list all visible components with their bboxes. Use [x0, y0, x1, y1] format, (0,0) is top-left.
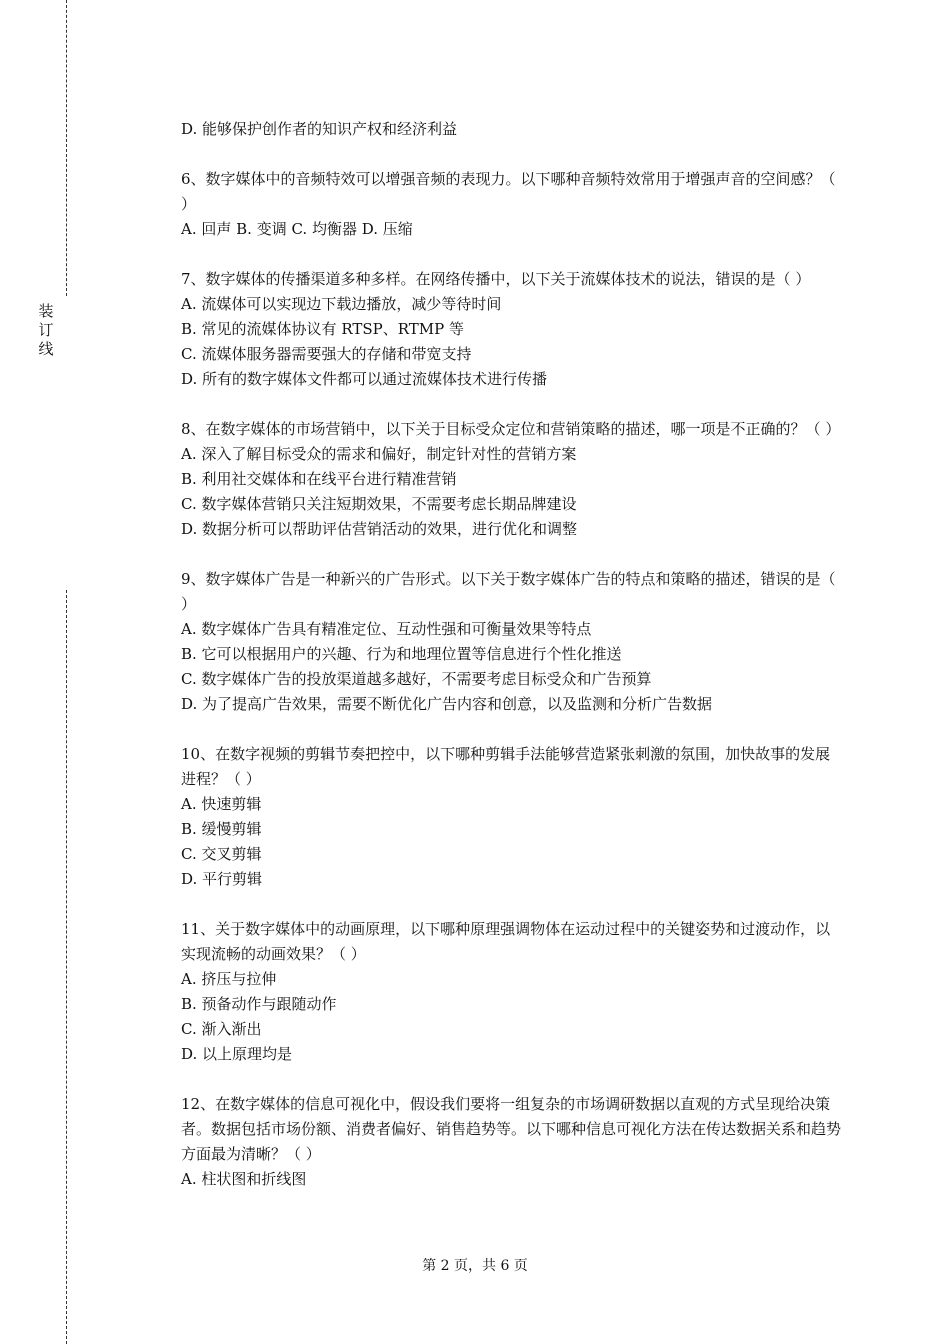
option-c: C. 渐入渐出: [181, 1020, 262, 1038]
option-d: D. 为了提高广告效果，需要不断优化广告内容和创意，以及监测和分析广告数据: [181, 695, 713, 713]
binding-label: [36, 302, 56, 359]
option-b: B. 常见的流媒体协议有 RTSP、RTMP 等: [181, 320, 464, 338]
question-stem: 8、在数字媒体的市场营销中，以下关于目标受众定位和营销策略的描述，哪一项是不正确的？（ ）: [181, 420, 841, 438]
carryover-option-d: D. 能够保护创作者的知识产权和经济利益: [181, 120, 458, 138]
option-a: A. 流媒体可以实现边下载边播放，减少等待时间: [181, 295, 502, 313]
option-a: A. 挤压与拉伸: [181, 970, 277, 988]
question-options-inline: A. 回声 B. 变调 C. 均衡器 D. 压缩: [181, 220, 413, 238]
question-8: [181, 417, 841, 542]
option-a: A. 快速剪辑: [181, 795, 262, 813]
option-b: B. 缓慢剪辑: [181, 820, 262, 838]
option-a: A. 深入了解目标受众的需求和偏好，制定针对性的营销方案: [181, 445, 577, 463]
option-d: D. 所有的数字媒体文件都可以通过流媒体技术进行传播: [181, 370, 548, 388]
question-10: [181, 742, 841, 892]
option-a: A. 数字媒体广告具有精准定位、互动性强和可衡量效果等特点: [181, 620, 592, 638]
question-stem: 6、数字媒体中的音频特效可以增强音频的表现力。以下哪种音频特效常用于增强声音的空间感？（ ）: [181, 170, 836, 213]
question-stem: 9、数字媒体广告是一种新兴的广告形式。以下关于数字媒体广告的特点和策略的描述，错误的是（ ）: [181, 570, 836, 613]
option-b: B. 它可以根据用户的兴趣、行为和地理位置等信息进行个性化推送: [181, 645, 622, 663]
question-6: [181, 167, 841, 242]
option-d: D. 平行剪辑: [181, 870, 263, 888]
exam-content: [181, 117, 841, 1192]
option-c: C. 数字媒体广告的投放渠道越多越好，不需要考虑目标受众和广告预算: [181, 670, 652, 688]
option-c: C. 数字媒体营销只关注短期效果，不需要考虑长期品牌建设: [181, 495, 577, 513]
binding-label-char: 装: [38, 302, 54, 320]
option-d: D. 数据分析可以帮助评估营销活动的效果，进行优化和调整: [181, 520, 578, 538]
page-number: 第 2 页，共 6 页: [422, 1258, 528, 1274]
option-d: D. 以上原理均是: [181, 1045, 293, 1063]
option-b: B. 利用社交媒体和在线平台进行精准营销: [181, 470, 457, 488]
option-b: B. 预备动作与跟随动作: [181, 995, 337, 1013]
question-stem: 12、在数字媒体的信息可视化中，假设我们要将一组复杂的市场调研数据以直观的方式呈现给决策者。数据包括市场份额、消费者偏好、销售趋势等。以下哪种信息可视化方法在传达数据关系和趋势方面最为清晰？（ ）: [181, 1095, 842, 1163]
question-11: [181, 917, 841, 1067]
question-7: [181, 267, 841, 392]
question-stem: 11、关于数字媒体中的动画原理，以下哪种原理强调物体在运动过程中的关键姿势和过渡动作，以实现流畅的动画效果？（ ）: [181, 920, 831, 963]
question-stem: 7、数字媒体的传播渠道多种多样。在网络传播中，以下关于流媒体技术的说法，错误的是（ ）: [181, 270, 811, 288]
binding-line-top: [66, 0, 67, 296]
option-a: A. 柱状图和折线图: [181, 1170, 307, 1188]
question-9: [181, 567, 841, 717]
question-stem: 10、在数字视频的剪辑节奏把控中，以下哪种剪辑手法能够营造紧张刺激的氛围，加快故事的发展进程？（ ）: [181, 745, 831, 788]
option-c: C. 流媒体服务器需要强大的存储和带宽支持: [181, 345, 472, 363]
binding-label-char: 线: [38, 340, 54, 358]
option-c: C. 交叉剪辑: [181, 845, 262, 863]
binding-line-bottom: [66, 590, 67, 1344]
binding-label-char: 订: [38, 321, 54, 339]
question-12: [181, 1092, 841, 1192]
